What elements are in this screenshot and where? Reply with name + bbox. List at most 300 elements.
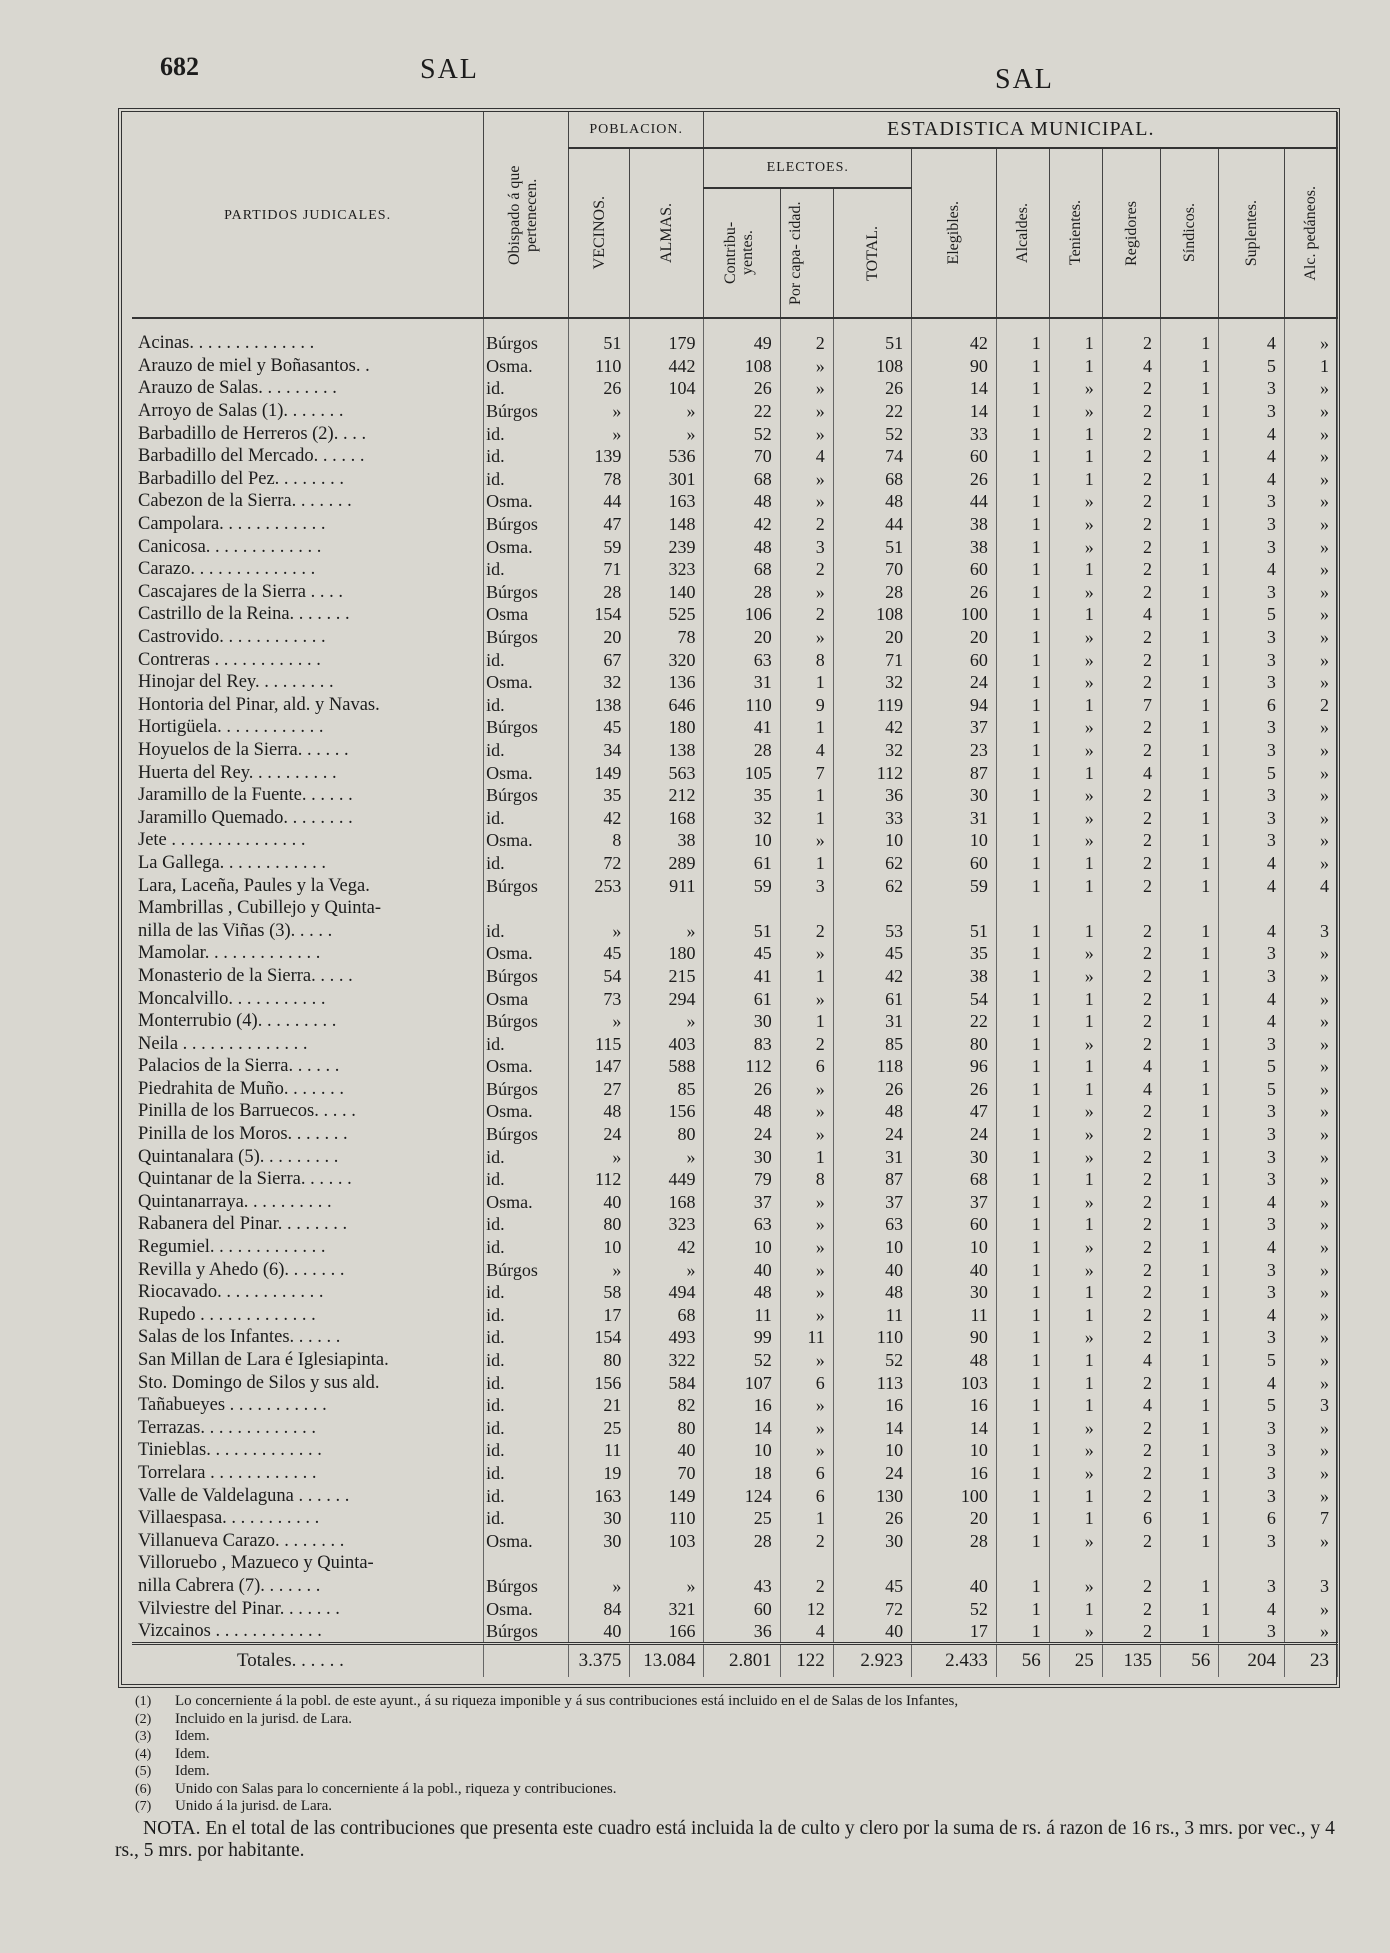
table-row bbox=[132, 1507, 1338, 1530]
sindicos-cell: 1 bbox=[1160, 761, 1218, 784]
vecinos-cell: 25 bbox=[568, 1417, 629, 1440]
almas-cell: 104 bbox=[630, 377, 704, 400]
regidores-cell: 4 bbox=[1102, 1349, 1160, 1372]
sindicos-cell: 1 bbox=[1160, 626, 1218, 649]
total-cell: 45 bbox=[833, 942, 911, 965]
elegibles-cell: 60 bbox=[912, 852, 997, 875]
total-cell: 31 bbox=[833, 1145, 911, 1168]
vecinos-cell: 35 bbox=[568, 784, 629, 807]
obispado-cell: id. bbox=[484, 1349, 569, 1372]
table-row bbox=[132, 1281, 1338, 1304]
sindicos-cell: 1 bbox=[1160, 1236, 1218, 1259]
suplentes-cell: 6 bbox=[1219, 694, 1285, 717]
regidores-cell: 2 bbox=[1102, 1417, 1160, 1440]
capacidad-cell: 4 bbox=[780, 1620, 833, 1644]
pedaneos-cell: » bbox=[1284, 1439, 1337, 1462]
pedaneos-cell: » bbox=[1284, 852, 1337, 875]
name-cell: Villanueva Carazo. . . . . . . . bbox=[132, 1529, 484, 1552]
regidores-cell: 2 bbox=[1102, 1123, 1160, 1146]
elegibles-cell: 103 bbox=[912, 1371, 997, 1394]
sindicos-cell: 1 bbox=[1160, 1620, 1218, 1644]
obispado-cell: Osma. bbox=[484, 761, 569, 784]
name-cell: Acinas. . . . . . . . . . . . . . bbox=[132, 332, 484, 355]
contribuyentes-cell: 10 bbox=[704, 829, 780, 852]
capacidad-cell: 1 bbox=[780, 852, 833, 875]
tenientes-cell: 1 bbox=[1049, 761, 1102, 784]
total-cell: 70 bbox=[833, 558, 911, 581]
obispado-cell: Búrgos bbox=[484, 581, 569, 604]
regidores-cell: 2 bbox=[1102, 332, 1160, 355]
alcaldes-cell bbox=[996, 1552, 1049, 1575]
name-cell: Villoruebo , Mazueco y Quinta- bbox=[132, 1552, 484, 1575]
pedaneos-cell: » bbox=[1284, 1032, 1337, 1055]
almas-cell: 103 bbox=[630, 1529, 704, 1552]
tenientes-cell: 1 bbox=[1049, 1078, 1102, 1101]
header-vecinos: VECINOS. bbox=[568, 148, 629, 318]
name-cell: Mamolar. . . . . . . . . . . . . bbox=[132, 942, 484, 965]
tenientes-cell: » bbox=[1049, 1417, 1102, 1440]
capacidad-cell bbox=[780, 1552, 833, 1575]
almas-cell: 322 bbox=[630, 1349, 704, 1372]
total-cell: 48 bbox=[833, 490, 911, 513]
table-row bbox=[132, 648, 1338, 671]
regidores-cell: 2 bbox=[1102, 1620, 1160, 1644]
sindicos-cell: 1 bbox=[1160, 1507, 1218, 1530]
table-row bbox=[132, 965, 1338, 988]
obispado-cell: id. bbox=[484, 468, 569, 491]
vecinos-cell: 253 bbox=[568, 874, 629, 897]
regidores-cell: 4 bbox=[1102, 1055, 1160, 1078]
name-cell: La Gallega. . . . . . . . . . . . bbox=[132, 852, 484, 875]
elegibles-cell: 100 bbox=[912, 1484, 997, 1507]
sindicos-cell bbox=[1160, 897, 1218, 920]
tenientes-cell: 1 bbox=[1049, 987, 1102, 1010]
suplentes-cell: 4 bbox=[1219, 874, 1285, 897]
sindicos-cell: 1 bbox=[1160, 694, 1218, 717]
obispado-cell: id. bbox=[484, 1281, 569, 1304]
capacidad-cell: 1 bbox=[780, 671, 833, 694]
table-row bbox=[132, 581, 1338, 604]
obispado-cell: Osma. bbox=[484, 1191, 569, 1214]
elegibles-cell: 26 bbox=[912, 468, 997, 491]
suplentes-cell: 3 bbox=[1219, 377, 1285, 400]
regidores-cell: 135 bbox=[1102, 1643, 1160, 1677]
regidores-cell: 2 bbox=[1102, 626, 1160, 649]
obispado-cell: Osma. bbox=[484, 1597, 569, 1620]
obispado-cell: Osma. bbox=[484, 1055, 569, 1078]
name-cell: Hoyuelos de la Sierra. . . . . . bbox=[132, 739, 484, 762]
name-cell: Jete . . . . . . . . . . . . . . . bbox=[132, 829, 484, 852]
table-row bbox=[132, 1349, 1338, 1372]
name-cell: Sto. Domingo de Silos y sus ald. bbox=[132, 1371, 484, 1394]
footnote-marker: (3) bbox=[135, 1729, 152, 1744]
alcaldes-cell: 1 bbox=[996, 1281, 1049, 1304]
pedaneos-cell: » bbox=[1284, 1529, 1337, 1552]
contribuyentes-cell: 68 bbox=[704, 558, 780, 581]
tenientes-cell: 1 bbox=[1049, 1597, 1102, 1620]
name-cell: Neila . . . . . . . . . . . . . . bbox=[132, 1032, 484, 1055]
elegibles-cell: 20 bbox=[912, 1507, 997, 1530]
contribuyentes-cell: 60 bbox=[704, 1597, 780, 1620]
pedaneos-cell: 3 bbox=[1284, 1575, 1337, 1598]
contribuyentes-cell: 59 bbox=[704, 874, 780, 897]
table-row bbox=[132, 1620, 1338, 1644]
vecinos-cell: 45 bbox=[568, 716, 629, 739]
name-cell: Hinojar del Rey. . . . . . . . . bbox=[132, 671, 484, 694]
obispado-cell: Búrgos bbox=[484, 1575, 569, 1598]
elegibles-cell: 30 bbox=[912, 1281, 997, 1304]
alcaldes-cell: 1 bbox=[996, 1417, 1049, 1440]
elegibles-cell: 17 bbox=[912, 1620, 997, 1644]
name-cell: Salas de los Infantes. . . . . . bbox=[132, 1326, 484, 1349]
tenientes-cell: » bbox=[1049, 581, 1102, 604]
obispado-cell: Búrgos bbox=[484, 626, 569, 649]
capacidad-cell: 6 bbox=[780, 1055, 833, 1078]
contribuyentes-cell: 48 bbox=[704, 1281, 780, 1304]
almas-cell: 563 bbox=[630, 761, 704, 784]
tenientes-cell: 1 bbox=[1049, 1371, 1102, 1394]
regidores-cell: 2 bbox=[1102, 1484, 1160, 1507]
table-row bbox=[132, 490, 1338, 513]
suplentes-cell bbox=[1219, 1552, 1285, 1575]
suplentes-cell: 4 bbox=[1219, 468, 1285, 491]
vecinos-cell: 154 bbox=[568, 603, 629, 626]
regidores-cell: 2 bbox=[1102, 422, 1160, 445]
regidores-cell: 2 bbox=[1102, 1304, 1160, 1327]
tenientes-cell bbox=[1049, 897, 1102, 920]
contribuyentes-cell: 11 bbox=[704, 1304, 780, 1327]
name-cell: Piedrahita de Muño. . . . . . . bbox=[132, 1078, 484, 1101]
suplentes-cell: 3 bbox=[1219, 806, 1285, 829]
running-head-left: SAL bbox=[420, 54, 479, 85]
vecinos-cell: » bbox=[568, 422, 629, 445]
vecinos-cell: 10 bbox=[568, 1236, 629, 1259]
sindicos-cell: 1 bbox=[1160, 558, 1218, 581]
vecinos-cell: » bbox=[568, 400, 629, 423]
alcaldes-cell: 1 bbox=[996, 1055, 1049, 1078]
alcaldes-cell: 1 bbox=[996, 1304, 1049, 1327]
sindicos-cell: 1 bbox=[1160, 445, 1218, 468]
pedaneos-cell: » bbox=[1284, 626, 1337, 649]
vecinos-cell: 149 bbox=[568, 761, 629, 784]
suplentes-cell: 3 bbox=[1219, 1417, 1285, 1440]
suplentes-cell: 3 bbox=[1219, 1281, 1285, 1304]
contribuyentes-cell: 52 bbox=[704, 1349, 780, 1372]
suplentes-cell: 4 bbox=[1219, 1010, 1285, 1033]
table-row bbox=[132, 1417, 1338, 1440]
almas-cell: 494 bbox=[630, 1281, 704, 1304]
regidores-cell: 2 bbox=[1102, 558, 1160, 581]
alcaldes-cell: 1 bbox=[996, 1326, 1049, 1349]
name-cell: Mambrillas , Cubillejo y Quinta- bbox=[132, 897, 484, 920]
total-cell: 42 bbox=[833, 716, 911, 739]
alcaldes-cell: 1 bbox=[996, 965, 1049, 988]
name-cell: Pinilla de los Moros. . . . . . . bbox=[132, 1123, 484, 1146]
pedaneos-cell: 7 bbox=[1284, 1507, 1337, 1530]
tenientes-cell: » bbox=[1049, 965, 1102, 988]
capacidad-cell: 1 bbox=[780, 1010, 833, 1033]
almas-cell: 13.084 bbox=[630, 1643, 704, 1677]
total-cell: 52 bbox=[833, 1349, 911, 1372]
contribuyentes-cell: 25 bbox=[704, 1507, 780, 1530]
elegibles-cell bbox=[912, 897, 997, 920]
obispado-cell: Búrgos bbox=[484, 1258, 569, 1281]
alcaldes-cell: 1 bbox=[996, 626, 1049, 649]
name-cell: Lara, Laceña, Paules y la Vega. bbox=[132, 874, 484, 897]
tenientes-cell: 1 bbox=[1049, 1304, 1102, 1327]
regidores-cell: 2 bbox=[1102, 1236, 1160, 1259]
pedaneos-cell: » bbox=[1284, 761, 1337, 784]
suplentes-cell: 3 bbox=[1219, 1326, 1285, 1349]
alcaldes-cell: 1 bbox=[996, 716, 1049, 739]
obispado-cell: Osma. bbox=[484, 1529, 569, 1552]
sindicos-cell: 1 bbox=[1160, 1439, 1218, 1462]
elegibles-cell: 14 bbox=[912, 1417, 997, 1440]
alcaldes-cell: 1 bbox=[996, 829, 1049, 852]
tenientes-cell: 1 bbox=[1049, 1055, 1102, 1078]
vecinos-cell bbox=[568, 1552, 629, 1575]
pedaneos-cell: » bbox=[1284, 829, 1337, 852]
pedaneos-cell: » bbox=[1284, 1168, 1337, 1191]
vecinos-cell: 78 bbox=[568, 468, 629, 491]
footnote-text: Lo concerniente á la pobl. de este ayunt., á su riqueza imponible y á sus contribuciones está incluido en el de Salas de los Infantes, bbox=[175, 1693, 959, 1709]
total-cell: 31 bbox=[833, 1010, 911, 1033]
footnote bbox=[135, 1781, 1345, 1799]
tenientes-cell: » bbox=[1049, 739, 1102, 762]
vecinos-cell: 139 bbox=[568, 445, 629, 468]
contribuyentes-cell: 37 bbox=[704, 1191, 780, 1214]
suplentes-cell: 5 bbox=[1219, 355, 1285, 378]
capacidad-cell: » bbox=[780, 422, 833, 445]
pedaneos-cell: » bbox=[1284, 1484, 1337, 1507]
regidores-cell bbox=[1102, 1552, 1160, 1575]
name-cell: San Millan de Lara é Iglesiapinta. bbox=[132, 1349, 484, 1372]
total-cell: 85 bbox=[833, 1032, 911, 1055]
table-row bbox=[132, 987, 1338, 1010]
elegibles-cell bbox=[912, 1552, 997, 1575]
name-cell: Regumiel. . . . . . . . . . . . . bbox=[132, 1236, 484, 1259]
tenientes-cell bbox=[1049, 1552, 1102, 1575]
name-cell: Vilviestre del Pinar. . . . . . . bbox=[132, 1597, 484, 1620]
contribuyentes-cell: 63 bbox=[704, 1213, 780, 1236]
footnote-marker: (4) bbox=[135, 1746, 152, 1762]
vecinos-cell: 27 bbox=[568, 1078, 629, 1101]
obispado-cell: Osma. bbox=[484, 829, 569, 852]
sindicos-cell: 1 bbox=[1160, 1529, 1218, 1552]
tenientes-cell: 1 bbox=[1049, 468, 1102, 491]
capacidad-cell: 8 bbox=[780, 648, 833, 671]
name-cell: Huerta del Rey. . . . . . . . . . bbox=[132, 761, 484, 784]
elegibles-cell: 10 bbox=[912, 1439, 997, 1462]
vecinos-cell: 156 bbox=[568, 1371, 629, 1394]
obispado-cell: id. bbox=[484, 1484, 569, 1507]
alcaldes-cell: 1 bbox=[996, 1349, 1049, 1372]
suplentes-cell: 4 bbox=[1219, 852, 1285, 875]
vecinos-cell: 80 bbox=[568, 1349, 629, 1372]
capacidad-cell: 1 bbox=[780, 1507, 833, 1530]
header-partidos: PARTIDOS JUDICALES. bbox=[132, 112, 484, 318]
almas-cell: 215 bbox=[630, 965, 704, 988]
elegibles-cell: 26 bbox=[912, 1078, 997, 1101]
vecinos-cell: 19 bbox=[568, 1462, 629, 1485]
almas-cell bbox=[630, 1552, 704, 1575]
regidores-cell: 2 bbox=[1102, 806, 1160, 829]
suplentes-cell: 3 bbox=[1219, 716, 1285, 739]
name-cell: Rabanera del Pinar. . . . . . . . bbox=[132, 1213, 484, 1236]
obispado-cell: Osma. bbox=[484, 1100, 569, 1123]
total-cell: 130 bbox=[833, 1484, 911, 1507]
capacidad-cell: 6 bbox=[780, 1371, 833, 1394]
capacidad-cell: » bbox=[780, 1123, 833, 1146]
obispado-cell: id. bbox=[484, 1145, 569, 1168]
capacidad-cell: 2 bbox=[780, 603, 833, 626]
alcaldes-cell: 1 bbox=[996, 806, 1049, 829]
contribuyentes-cell: 43 bbox=[704, 1575, 780, 1598]
total-cell: 20 bbox=[833, 626, 911, 649]
elegibles-cell: 20 bbox=[912, 626, 997, 649]
almas-cell: » bbox=[630, 400, 704, 423]
elegibles-cell: 16 bbox=[912, 1462, 997, 1485]
capacidad-cell: » bbox=[780, 1417, 833, 1440]
capacidad-cell: 1 bbox=[780, 716, 833, 739]
name-cell: Monasterio de la Sierra. . . . . bbox=[132, 965, 484, 988]
tenientes-cell: » bbox=[1049, 1236, 1102, 1259]
contribuyentes-cell: 42 bbox=[704, 513, 780, 536]
pedaneos-cell: » bbox=[1284, 1213, 1337, 1236]
tenientes-cell: 1 bbox=[1049, 1484, 1102, 1507]
elegibles-cell: 44 bbox=[912, 490, 997, 513]
almas-cell: 239 bbox=[630, 535, 704, 558]
sindicos-cell: 1 bbox=[1160, 1145, 1218, 1168]
contribuyentes-cell: 36 bbox=[704, 1620, 780, 1644]
pedaneos-cell: » bbox=[1284, 603, 1337, 626]
obispado-cell: Búrgos bbox=[484, 965, 569, 988]
footnote-text: Unido á la jurisd. de Lara. bbox=[175, 1798, 333, 1814]
obispado-cell: Búrgos bbox=[484, 332, 569, 355]
total-cell: 30 bbox=[833, 1529, 911, 1552]
contribuyentes-cell: 61 bbox=[704, 987, 780, 1010]
regidores-cell: 2 bbox=[1102, 852, 1160, 875]
regidores-cell: 2 bbox=[1102, 739, 1160, 762]
almas-cell: 646 bbox=[630, 694, 704, 717]
sindicos-cell: 1 bbox=[1160, 332, 1218, 355]
total-cell: 2.923 bbox=[833, 1643, 911, 1677]
capacidad-cell: 8 bbox=[780, 1168, 833, 1191]
regidores-cell: 2 bbox=[1102, 1326, 1160, 1349]
elegibles-cell: 23 bbox=[912, 739, 997, 762]
capacidad-cell: » bbox=[780, 1213, 833, 1236]
name-cell: Totales. . . . . . bbox=[132, 1643, 484, 1677]
capacidad-cell: 6 bbox=[780, 1484, 833, 1507]
almas-cell: 180 bbox=[630, 942, 704, 965]
regidores-cell: 2 bbox=[1102, 716, 1160, 739]
elegibles-cell: 35 bbox=[912, 942, 997, 965]
regidores-cell: 2 bbox=[1102, 1145, 1160, 1168]
capacidad-cell: » bbox=[780, 1258, 833, 1281]
tenientes-cell: » bbox=[1049, 716, 1102, 739]
regidores-cell: 7 bbox=[1102, 694, 1160, 717]
alcaldes-cell bbox=[996, 897, 1049, 920]
almas-cell: 110 bbox=[630, 1507, 704, 1530]
almas-cell: 301 bbox=[630, 468, 704, 491]
almas-cell: 166 bbox=[630, 1620, 704, 1644]
total-cell: 40 bbox=[833, 1258, 911, 1281]
pedaneos-cell: » bbox=[1284, 1010, 1337, 1033]
capacidad-cell: » bbox=[780, 1281, 833, 1304]
footnote-marker: (5) bbox=[135, 1764, 152, 1779]
total-cell: 68 bbox=[833, 468, 911, 491]
pedaneos-cell: 3 bbox=[1284, 919, 1337, 942]
suplentes-cell: 3 bbox=[1219, 1032, 1285, 1055]
obispado-cell: id. bbox=[484, 1371, 569, 1394]
vecinos-cell: 28 bbox=[568, 581, 629, 604]
capacidad-cell: 7 bbox=[780, 761, 833, 784]
table-row bbox=[132, 1145, 1338, 1168]
elegibles-cell: 2.433 bbox=[912, 1643, 997, 1677]
elegibles-cell: 31 bbox=[912, 806, 997, 829]
sindicos-cell: 1 bbox=[1160, 603, 1218, 626]
almas-cell: 148 bbox=[630, 513, 704, 536]
tenientes-cell: 1 bbox=[1049, 422, 1102, 445]
elegibles-cell: 90 bbox=[912, 1326, 997, 1349]
sindicos-cell: 1 bbox=[1160, 377, 1218, 400]
elegibles-cell: 51 bbox=[912, 919, 997, 942]
pedaneos-cell: » bbox=[1284, 1417, 1337, 1440]
almas-cell: 38 bbox=[630, 829, 704, 852]
almas-cell: 323 bbox=[630, 558, 704, 581]
obispado-cell: Búrgos bbox=[484, 513, 569, 536]
regidores-cell: 6 bbox=[1102, 1507, 1160, 1530]
obispado-cell: id. bbox=[484, 1236, 569, 1259]
obispado-cell: id. bbox=[484, 806, 569, 829]
almas-cell: 323 bbox=[630, 1213, 704, 1236]
sindicos-cell: 1 bbox=[1160, 1462, 1218, 1485]
header-estadistica: ESTADISTICA MUNICIPAL. bbox=[704, 112, 1338, 148]
regidores-cell: 2 bbox=[1102, 671, 1160, 694]
alcaldes-cell: 1 bbox=[996, 513, 1049, 536]
total-cell: 37 bbox=[833, 1191, 911, 1214]
name-cell: Quintanalara (5). . . . . . . . . bbox=[132, 1145, 484, 1168]
almas-cell: 588 bbox=[630, 1055, 704, 1078]
total-cell: 24 bbox=[833, 1462, 911, 1485]
obispado-cell: id. bbox=[484, 1326, 569, 1349]
nota-paragraph: NOTA. En el total de las contribuciones que presenta este cuadro está incluida la de culto y clero por la suma de rs. á razon de 16 rs., 3 mrs. por vec., y 4 rs., 5 mrs. por habitante. bbox=[115, 1818, 1335, 1861]
name-cell: Jaramillo Quemado. . . . . . . . bbox=[132, 806, 484, 829]
elegibles-cell: 24 bbox=[912, 1123, 997, 1146]
total-cell: 108 bbox=[833, 355, 911, 378]
table-row bbox=[132, 1439, 1338, 1462]
suplentes-cell: 4 bbox=[1219, 558, 1285, 581]
pedaneos-cell: » bbox=[1284, 558, 1337, 581]
regidores-cell: 2 bbox=[1102, 829, 1160, 852]
obispado-cell bbox=[484, 1552, 569, 1575]
pedaneos-cell: 1 bbox=[1284, 355, 1337, 378]
total-cell: 44 bbox=[833, 513, 911, 536]
sindicos-cell: 1 bbox=[1160, 829, 1218, 852]
table-row bbox=[132, 671, 1338, 694]
name-cell: Tinieblas. . . . . . . . . . . . . bbox=[132, 1439, 484, 1462]
suplentes-cell: 5 bbox=[1219, 603, 1285, 626]
contribuyentes-cell: 30 bbox=[704, 1145, 780, 1168]
suplentes-cell: 3 bbox=[1219, 1145, 1285, 1168]
pedaneos-cell: » bbox=[1284, 648, 1337, 671]
name-cell: Pinilla de los Barruecos. . . . . bbox=[132, 1100, 484, 1123]
vecinos-cell: » bbox=[568, 1575, 629, 1598]
pedaneos-cell: » bbox=[1284, 400, 1337, 423]
footnote bbox=[135, 1728, 1345, 1746]
alcaldes-cell: 1 bbox=[996, 1529, 1049, 1552]
footnote-text: Idem. bbox=[175, 1745, 210, 1762]
